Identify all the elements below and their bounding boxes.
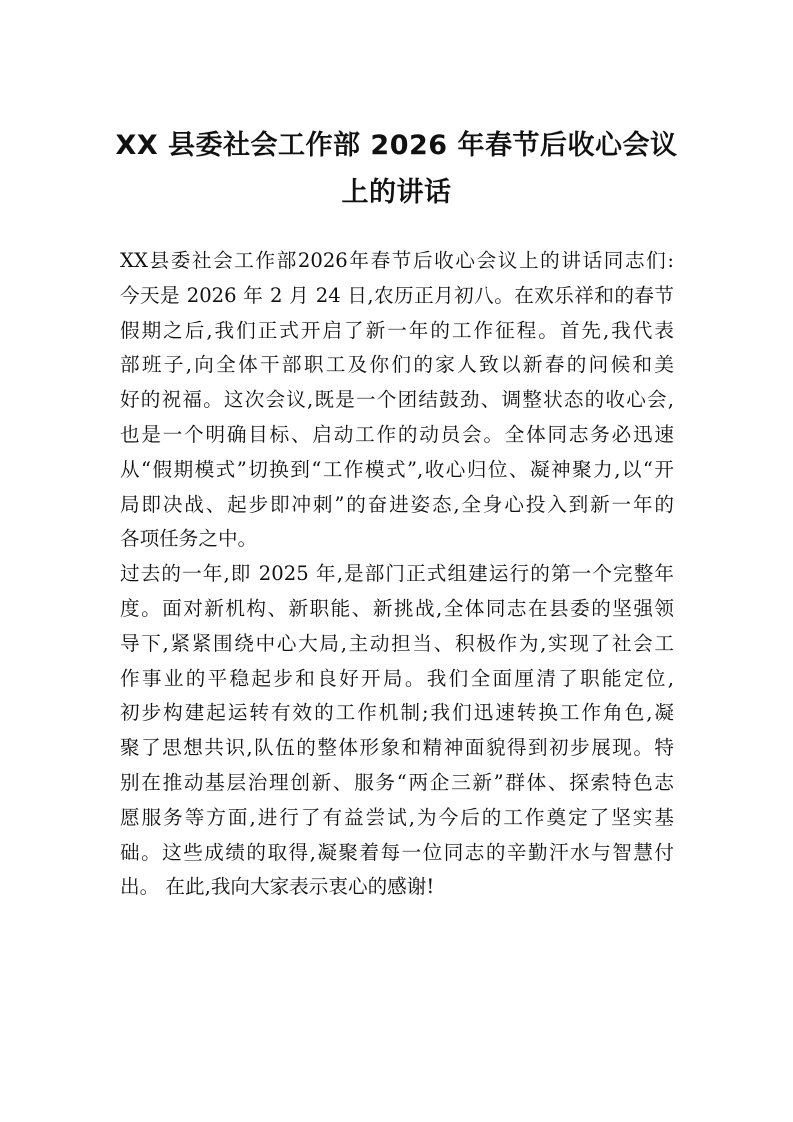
text-line: 假期之后,我们正式开启了新一年的工作征程。首先,我代表 [120, 318, 674, 342]
text-line: 别在推动基层治理创新、服务“两企三新”群体、探索特色志 [120, 770, 674, 794]
text-line: 作事业的平稳起步和良好开局。我们全面厘清了职能定位, [120, 666, 674, 690]
text-line: 初步构建起运转有效的工作机制;我们迅速转换工作角色,凝 [120, 701, 674, 725]
speech-body [120, 244, 674, 905]
text-line: 各项任务之中。 [120, 527, 258, 551]
text-line: 出。 在此,我向大家表示衷心的感谢! [120, 875, 435, 899]
text-line: 愿服务等方面,进行了有益尝试,为今后的工作奠定了坚实基 [120, 805, 674, 829]
text-line: 局即决战、起步即冲刺”的奋进姿态,全身心投入到新一年的 [120, 492, 674, 516]
text-line: 今天是 2026 年 2 月 24 日,农历正月初八。在欢乐祥和的春节 [120, 283, 674, 307]
text-line: 导下,紧紧围绕中心大局,主动担当、积极作为,实现了社会工 [120, 631, 674, 655]
text-line: XX县委社会工作部2026年春节后收心会议上的讲话同志们: [120, 249, 674, 272]
text-line: 好的祝福。这次会议,既是一个团结鼓劲、调整状态的收心会, [120, 388, 674, 412]
text-line: 从“假期模式”切换到“工作模式”,收心归位、凝神聚力,以“开 [120, 457, 674, 481]
page-title [110, 122, 683, 216]
text-line: 度。面对新机构、新职能、新挑战,全体同志在县委的坚强领 [120, 596, 674, 620]
paragraph-opening [120, 244, 674, 557]
text-line: 部班子,向全体干部职工及你们的家人致以新春的问候和美 [120, 353, 674, 377]
text-line: 聚了思想共识,队伍的整体形象和精神面貌得到初步展现。特 [120, 736, 674, 760]
paragraph-review [120, 557, 674, 905]
title-line: 上的讲话 [341, 177, 452, 208]
title-line: XX 县委社会工作部 2026 年春节后收心会议 [115, 130, 678, 161]
text-line: 也是一个明确目标、启动工作的动员会。全体同志务必迅速 [120, 422, 674, 446]
text-line: 过去的一年,即 2025 年,是部门正式组建运行的第一个完整年 [120, 562, 674, 586]
text-line: 础。这些成绩的取得,凝聚着每一位同志的辛勤汗水与智慧付 [120, 840, 674, 864]
